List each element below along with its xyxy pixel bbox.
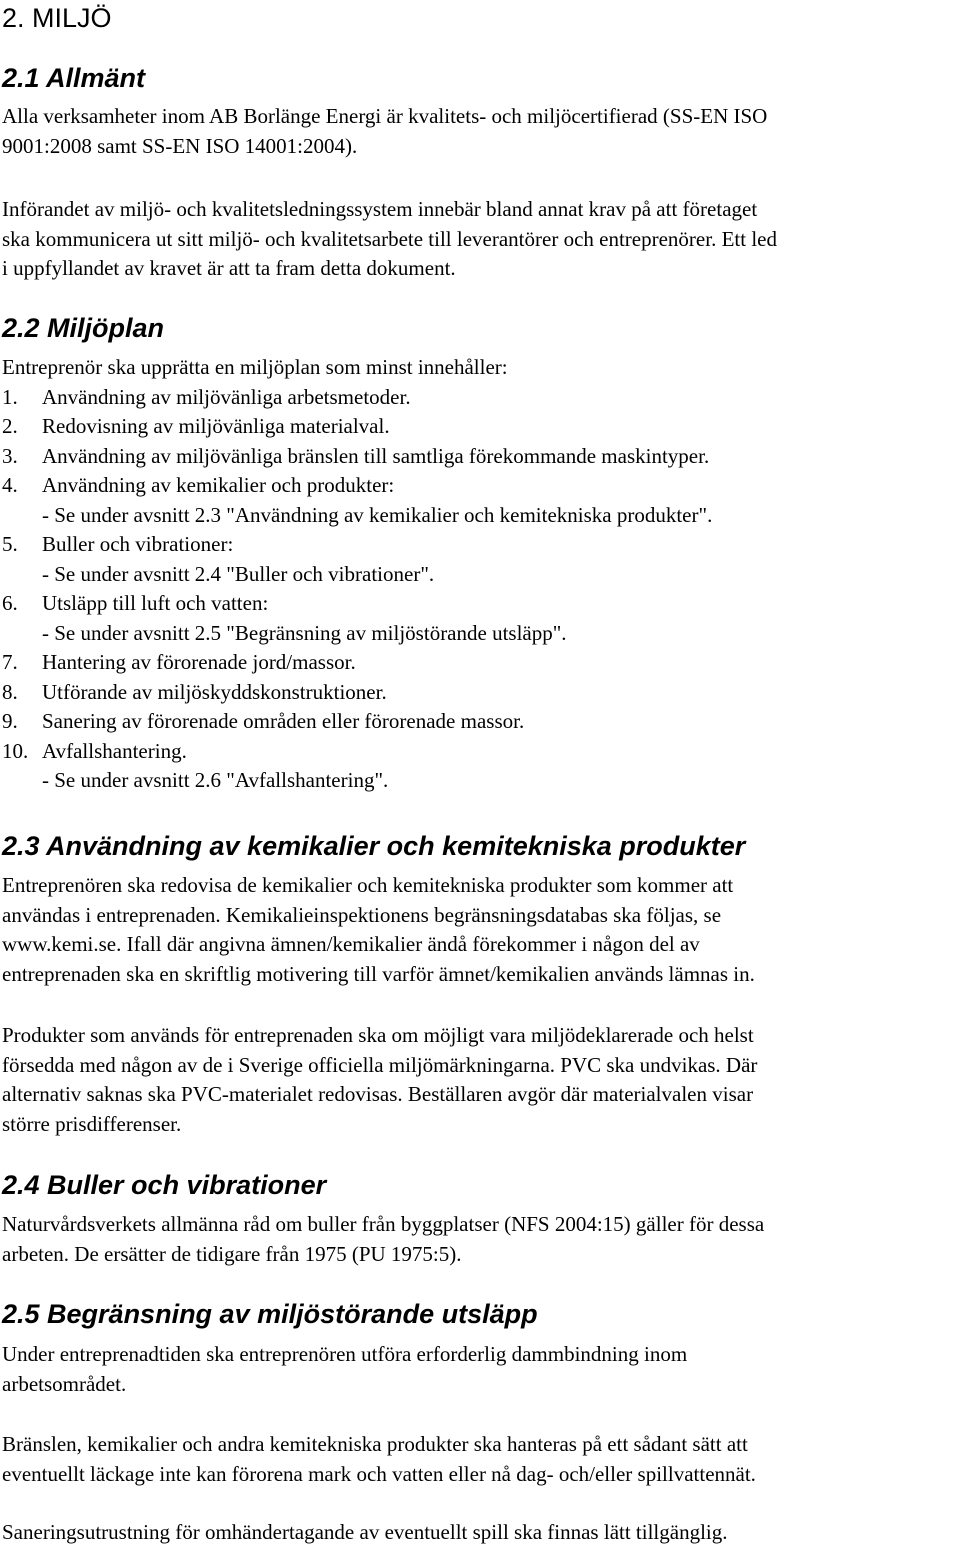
text-line: arbeten. De ersätter de tidigare från 1975 (PU 1975:5). — [2, 1241, 462, 1266]
section-2-1-title: 2.1 Allmänt — [2, 63, 146, 93]
list-number: 8. — [2, 679, 18, 704]
text-line: alternativ saknas ska PVC-materialet redovisas. Beställaren avgör där materialvalen visar — [2, 1082, 754, 1106]
list-item — [2, 589, 712, 619]
list-number: 3. — [2, 443, 18, 468]
text-line: Införandet av miljö- och kvalitetsledningssystem innebär bland annat krav på att företaget — [2, 197, 758, 221]
text-line: Produkter som används för entreprenaden ska om möjligt vara miljödeklarerade och helst — [2, 1023, 754, 1047]
list-text: Sanering av förorenade områden eller förorenade massor. — [42, 709, 525, 733]
text-line: Alla verksamheter inom AB Borlänge Energi är kvalitets- och miljöcertifierad (SS-EN ISO — [2, 104, 768, 128]
text-line: större prisdifferenser. — [2, 1111, 182, 1136]
list-number: 6. — [2, 591, 18, 615]
text-line: i uppfyllandet av kravet är att ta fram detta dokument. — [2, 256, 456, 280]
list-text: Användning av miljövänliga bränslen till samtliga förekommande maskintyper. — [42, 443, 710, 468]
list-number: 5. — [2, 532, 18, 556]
section-2-2-intro — [2, 353, 508, 383]
text-line: Under entreprenadtiden ska entreprenören utföra erforderlig dammbindning inom — [2, 1342, 688, 1366]
list-item — [2, 678, 712, 708]
list-text: - Se under avsnitt 2.5 "Begränsning av miljöstörande utsläpp". — [42, 620, 567, 645]
section-2-3-paragraph-1 — [2, 871, 755, 989]
section-2-4-paragraph-1 — [2, 1210, 764, 1269]
main-heading: 2. MILJÖ — [2, 3, 112, 33]
text-line: användas i entreprenaden. Kemikalieinspektionens begränsningsdatabas ska följas, se — [2, 902, 722, 927]
section-2-1-paragraph-2 — [2, 195, 777, 284]
list-item — [2, 471, 712, 501]
section-2-5-paragraph-2 — [2, 1430, 756, 1489]
section-2-4-title: 2.4 Buller och vibrationer — [2, 1170, 327, 1200]
list-text: Användning av kemikalier och produkter: — [42, 473, 395, 497]
list-number: 9. — [2, 709, 18, 733]
text-line: Bränslen, kemikalier och andra kemitekniska produkter ska hanteras på ett sådant sätt att — [2, 1432, 748, 1456]
list-text: - Se under avsnitt 2.3 "Användning av kemikalier och kemitekniska produkter". — [42, 502, 713, 527]
list-number: 7. — [2, 650, 18, 674]
list-text: - Se under avsnitt 2.6 "Avfallshantering". — [42, 768, 389, 792]
list-item — [2, 530, 712, 560]
list-subitem — [2, 501, 712, 531]
text-line: entreprenaden ska en skriftlig motivering till varför ämnet/kemikalien används lämnas in. — [2, 961, 755, 986]
list-text: Utsläpp till luft och vatten: — [42, 591, 269, 615]
section-2-3-title: 2.3 Användning av kemikalier och kemitekniska produkter — [2, 831, 746, 861]
list-number: 4. — [2, 473, 18, 497]
list-item — [2, 737, 712, 767]
text-line: försedda med någon av de i Sverige officiella miljömärkningarna. PVC ska undvikas. Där — [2, 1052, 758, 1077]
list-text: Buller och vibrationer: — [42, 532, 234, 556]
list-number: 1. — [2, 384, 18, 409]
list-subitem — [2, 560, 712, 590]
section-2-2-title: 2.2 Miljöplan — [2, 313, 165, 343]
text-line: arbetsområdet. — [2, 1371, 127, 1396]
section-2-3-paragraph-2 — [2, 1021, 757, 1139]
miljoplan-list — [2, 383, 712, 796]
list-item — [2, 412, 712, 442]
text-line: eventuellt läckage inte kan förorena mark och vatten eller nå dag- och/eller spillvattennät. — [2, 1461, 756, 1486]
section-2-5-paragraph-3 — [2, 1518, 728, 1548]
list-subitem — [2, 766, 712, 796]
text-line: www.kemi.se. Ifall där angivna ämnen/kemikalier ändå förekommer i någon del av — [2, 932, 700, 956]
text-line: Entreprenör ska upprätta en miljöplan som minst innehåller: — [2, 355, 508, 379]
list-text: Användning av miljövänliga arbetsmetoder. — [42, 384, 411, 409]
text-line: Entreprenören ska redovisa de kemikalier och kemitekniska produkter som kommer att — [2, 873, 734, 897]
text-line: ska kommunicera ut sitt miljö- och kvalitetsarbete till leverantörer och entreprenörer. Ett led — [2, 226, 777, 251]
list-text: Avfallshantering. — [42, 738, 187, 763]
list-text: Hantering av förorenade jord/massor. — [42, 650, 356, 674]
list-subitem — [2, 619, 712, 649]
list-text: - Se under avsnitt 2.4 "Buller och vibrationer". — [42, 561, 435, 586]
list-number: 10. — [2, 738, 29, 763]
list-number: 2. — [2, 414, 18, 438]
text-line: Naturvårdsverkets allmänna råd om buller från byggplatser (NFS 2004:15) gäller för dessa — [2, 1212, 765, 1236]
section-2-1-paragraph-1 — [2, 102, 767, 161]
section-2-5-title: 2.5 Begränsning av miljöstörande utsläpp — [2, 1299, 538, 1329]
text-line: Saneringsutrustning för omhändertagande av eventuellt spill ska finnas lätt tillgänglig. — [2, 1520, 728, 1544]
section-2-5-paragraph-1 — [2, 1340, 687, 1399]
list-text: Redovisning av miljövänliga materialval. — [42, 414, 390, 438]
list-text: Utförande av miljöskyddskonstruktioner. — [42, 679, 387, 704]
list-item — [2, 707, 712, 737]
list-item — [2, 383, 712, 413]
list-item — [2, 648, 712, 678]
list-item — [2, 442, 712, 472]
text-line: 9001:2008 samt SS-EN ISO 14001:2004). — [2, 133, 358, 158]
